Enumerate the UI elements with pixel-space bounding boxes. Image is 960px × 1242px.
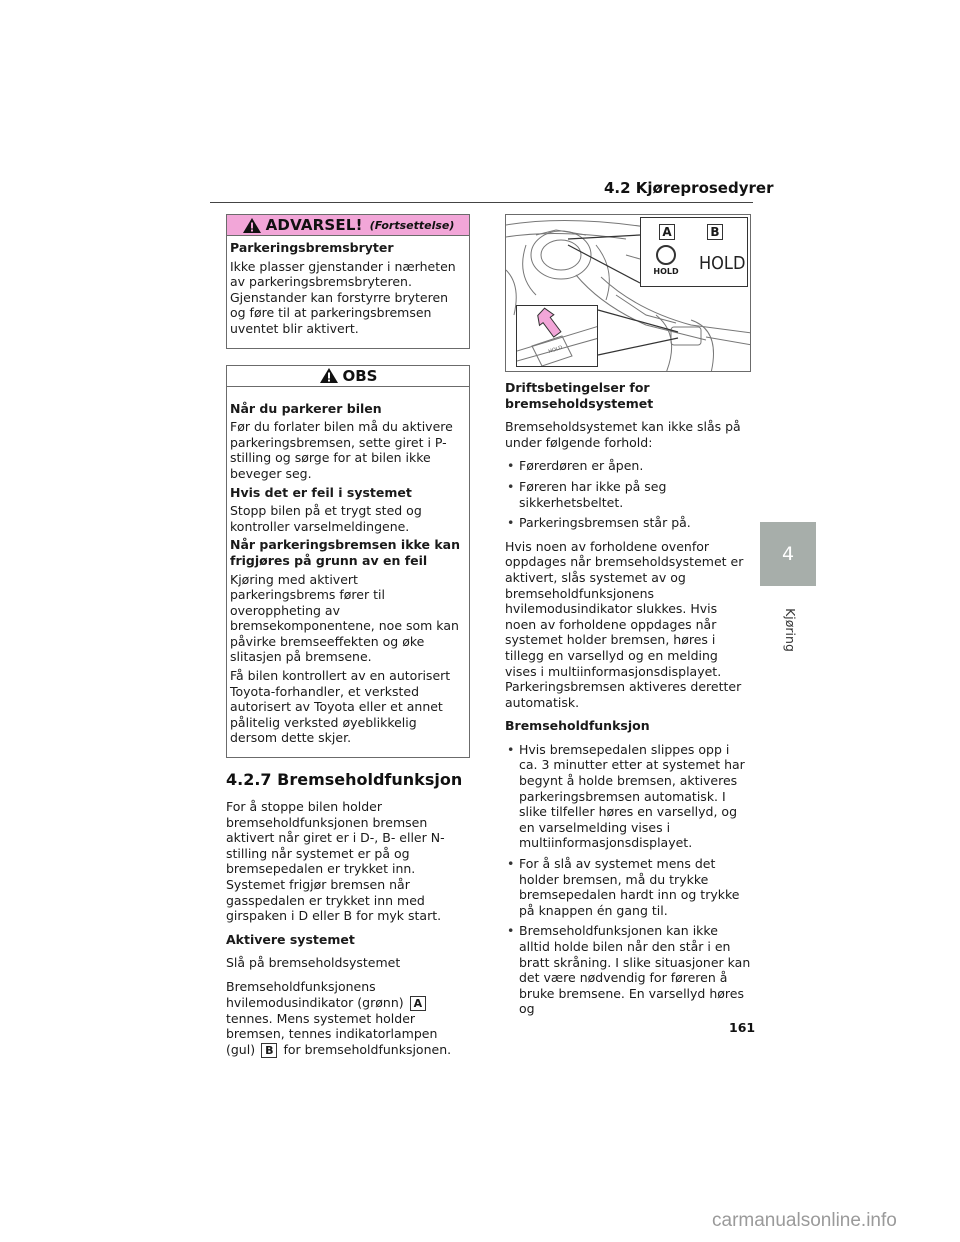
hold-button-symbol: [651, 245, 681, 283]
obs-heading-2: Hvis det er feil i systemet: [230, 484, 412, 500]
badge-b: B: [261, 1043, 277, 1058]
conditions-heading: Driftsbetingelser for bremseholdsystemet: [505, 380, 654, 411]
function-item: • Hvis bremsepedalen slippes opp i ca. 3 minutter etter at systemet har begynt å holde bremsen, aktiveres parkeringsbremsen automatisk. I slike tilfeller høres en varsellyd, og en varselmelding vises i multiinformasjonsdisplayet.: [505, 742, 751, 851]
obs-extra-text: Få bilen kontrollert av en autorisert Toyota-forhandler, et verksted autorisert av Toyota eller et annet pålitelig verksted øyeblikkelig dersom dette skjer.: [230, 668, 451, 746]
obs-text-3: Kjøring med aktivert parkeringsbrems fører til overoppheting av bremsekomponentene, noe som kan påvirke bremseeffekten og øke slitasjen på bremsene.: [230, 571, 459, 665]
obs-text-2: Stopp bilen på et trygt sted og kontroller varselmeldingene.: [230, 503, 422, 534]
hold-ring-icon: [656, 245, 676, 265]
activate-step: Slå på bremseholdsystemet: [226, 955, 401, 971]
conditions-block: [505, 380, 751, 1017]
watermark: carmanualsonline.info: [712, 1210, 897, 1231]
section-intro: For å stoppe bilen holder bremseholdfunksjonen bremsen aktivert når giret er i D-, B- eller N-stilling når systemet er på og bremsepedalen er trykket inn. Systemet frigjør bremsen når gasspedalen er trykket inn med girspaken i D eller B for myk start.: [226, 799, 445, 924]
obs-heading-3: Når parkeringsbremsen ikke kan frigjøres på grunn av en feil: [230, 537, 460, 568]
warning-triangle-icon: [242, 217, 262, 234]
obs-text-1: Før du forlater bilen må du aktivere parkeringsbremsen, sette giret i P-stilling og sørge for at bilen ikke beveger seg.: [230, 419, 453, 481]
section-title: 4.2.7 Bremseholdfunksjon: [226, 770, 463, 790]
conditions-intro: Bremseholdsystemet kan ikke slås på under følgende forhold:: [505, 419, 741, 450]
right-column: [505, 214, 751, 1025]
callout-label-a: A: [659, 224, 675, 240]
page-number: 161: [729, 1020, 756, 1035]
callout-label-b: B: [707, 224, 723, 240]
warning-subtitle: (Fortsettelse): [369, 218, 455, 232]
badge-a: A: [410, 996, 427, 1011]
function-heading: Bremseholdfunksjon: [505, 718, 650, 734]
indicator-paragraph: [226, 979, 470, 1058]
warning-header: [227, 214, 469, 236]
warning-body: [227, 236, 469, 348]
function-list: [505, 742, 751, 1017]
hold-button-label: HOLD: [653, 267, 679, 276]
condition-item: • Parkeringsbremsen står på.: [505, 515, 751, 531]
warning-box: [226, 214, 470, 349]
function-item: • Bremseholdfunksjonen kan ikke alltid holde bilen når den står i en bratt skråning. I slike situasjoner kan det være nødvendig for føreren å bruke bremsene. En varsellyd høres og: [505, 923, 751, 1017]
obs-header: [227, 365, 469, 387]
conditions-text: Hvis noen av forholdene ovenfor oppdages når bremseholdsystemet er aktivert, slås systemet av og bremseholdfunksjonens hvilemodusindikator slukkes. Hvis noen av forholdene oppdages når systemet holder bremsen, høres i tillegg en varsellyd og en melding vises i multiinformasjonsdisplayet. Parkeringsbremsen aktiveres deretter automatisk.: [505, 538, 744, 710]
caution-triangle-icon: [319, 367, 339, 384]
chapter-tab[interactable]: 4: [760, 522, 816, 586]
indicator-text-mid: tennes. Mens systemet holder bremsen, tennes indikatorlampen (gul): [226, 1010, 438, 1057]
obs-title: OBS: [342, 366, 378, 385]
hold-indicator-text: HOLD: [699, 253, 746, 274]
left-column: [226, 214, 470, 1066]
section-body: [226, 799, 470, 1058]
hold-indicator-callout: [640, 217, 748, 287]
obs-box: [226, 365, 470, 758]
brake-hold-illustration: [505, 214, 751, 372]
conditions-list: [505, 458, 751, 530]
condition-item: • Førerdøren er åpen.: [505, 458, 751, 474]
warning-title: ADVARSEL!: [265, 216, 363, 234]
obs-body: [227, 387, 469, 757]
chapter-tab-label: Kjøring: [783, 608, 798, 652]
activate-heading: Aktivere systemet: [226, 931, 355, 947]
indicator-text-post: for bremseholdfunksjonen.: [283, 1041, 452, 1057]
warning-text: Ikke plasser gjenstander i nærheten av parkeringsbremsbryteren. Gjenstander kan forstyrre bryteren og føre til at parkeringsbremsen uventet blir aktivert.: [230, 258, 456, 336]
indicator-text-pre: Bremseholdfunksjonens hvilemodusindikator (grønn): [226, 978, 404, 1010]
header-rule: [210, 202, 753, 203]
page-header-title: 4.2 Kjøreprosedyrer: [604, 179, 774, 197]
obs-heading-1: Når du parkerer bilen: [230, 400, 382, 416]
condition-item: • Føreren har ikke på seg sikkerhetsbeltet.: [505, 479, 751, 510]
hold-switch-inset: [516, 305, 598, 367]
warning-heading: Parkeringsbremsbryter: [230, 240, 394, 255]
hold-switch-drawing: [517, 306, 598, 367]
function-item: • For å slå av systemet mens det holder bremsen, må du trykke bremsepedalen hardt inn og trykke på knappen én gang til.: [505, 856, 751, 918]
inset-hold-label: HOLD: [547, 344, 564, 355]
